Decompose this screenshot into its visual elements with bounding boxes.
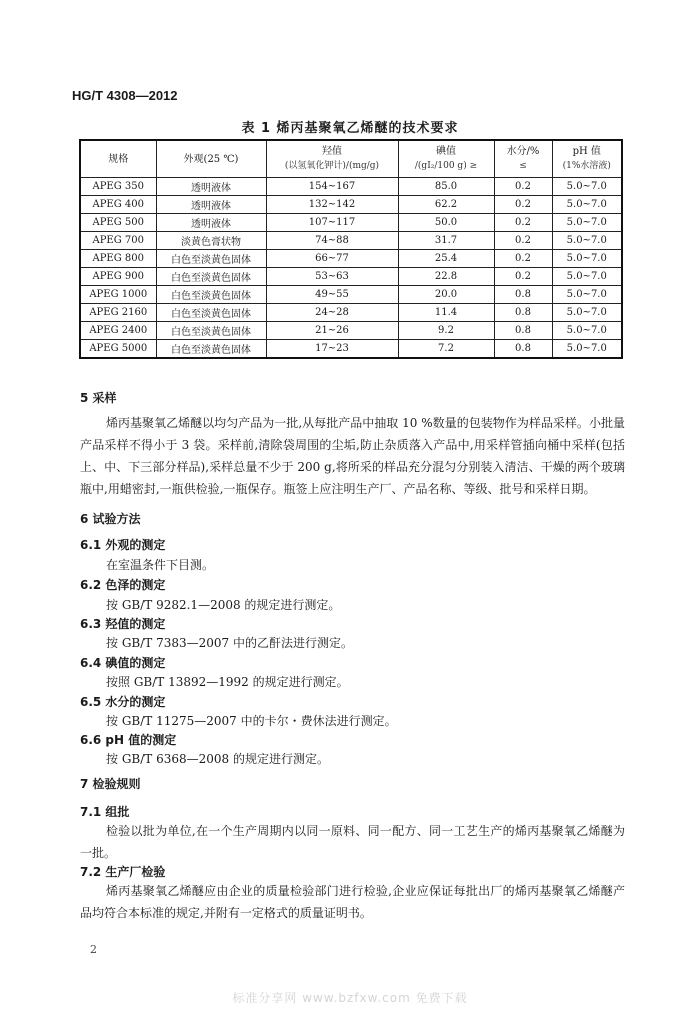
cell-spec: APEG 1000 — [80, 286, 156, 304]
watermark: 标准分享网 www.bzfxw.com 免费下载 — [232, 991, 468, 1005]
section-7-1-heading: 7.1 组批 — [80, 805, 130, 819]
cell-water: 0.8 — [494, 322, 552, 340]
cell-iodine: 11.4 — [398, 304, 494, 322]
section-6-6-heading: 6.6 pH 值的测定 — [80, 733, 177, 747]
cell-appearance: 透明液体 — [156, 214, 266, 232]
cell-appearance: 透明液体 — [156, 178, 266, 196]
cell-ph: 5.0~7.0 — [552, 232, 622, 250]
section-6-1-body: 在室温条件下目测。 — [106, 558, 215, 572]
cell-appearance: 白色至淡黄色固体 — [156, 268, 266, 286]
cell-water: 0.2 — [494, 268, 552, 286]
cell-iodine: 50.0 — [398, 214, 494, 232]
cell-ph: 5.0~7.0 — [552, 250, 622, 268]
header-hydroxyl-title: 羟值 — [322, 146, 342, 157]
cell-ph: 5.0~7.0 — [552, 322, 622, 340]
cell-appearance: 透明液体 — [156, 196, 266, 214]
section-6-3-body: 按 GB/T 7383—2007 中的乙酐法进行测定。 — [106, 636, 353, 650]
cell-hydroxyl: 17~23 — [266, 340, 398, 359]
section-6-1-heading: 6.1 外观的测定 — [80, 538, 166, 552]
table-row — [80, 268, 622, 286]
section-5-body: 烯丙基聚氧乙烯醚以均匀产品为一批,从每批产品中抽取 10 %数量的包装物作为样品采样。小批量产品采样不得小于 3 袋。采样前,清除袋周围的尘垢,防止杂质落入产品中,用采样管插向桶中采样(包括上、中、下三部分样品),采样总量不少于 200 g,将所采的样品充分混匀分别装入清洁、干燥的两个玻璃瓶中,用蜡密封,一瓶供检验,一瓶保存。瓶签上应注明生产厂、产品名称、等级、批号和采样日期。 — [80, 416, 625, 496]
cell-water: 0.2 — [494, 250, 552, 268]
cell-spec: APEG 5000 — [80, 340, 156, 359]
section-7-heading: 7 检验规则 — [80, 777, 141, 791]
header-iodine-unit: /(gI₂/100 g) ≥ — [414, 161, 478, 171]
header-ph-title: pH 值 — [572, 146, 601, 157]
cell-hydroxyl: 49~55 — [266, 286, 398, 304]
cell-water: 0.8 — [494, 286, 552, 304]
section-5-heading: 5 采样 — [80, 391, 117, 405]
section-6-4-heading: 6.4 碘值的测定 — [80, 656, 166, 670]
cell-water: 0.2 — [494, 178, 552, 196]
section-7-1-body: 检验以批为单位,在一个生产周期内以同一原料、同一配方、同一工艺生产的烯丙基聚氧乙烯醚为一批。 — [80, 824, 625, 860]
cell-iodine: 22.8 — [398, 268, 494, 286]
cell-spec: APEG 400 — [80, 196, 156, 214]
cell-water: 0.2 — [494, 232, 552, 250]
cell-spec: APEG 500 — [80, 214, 156, 232]
cell-ph: 5.0~7.0 — [552, 196, 622, 214]
standard-code: HG/T 4308—2012 — [72, 88, 178, 103]
header-water — [494, 140, 552, 178]
section-6-5-body: 按 GB/T 11275—2007 中的卡尔・费休法进行测定。 — [106, 714, 397, 728]
cell-hydroxyl: 24~28 — [266, 304, 398, 322]
table-title: 表 1 烯丙基聚氧乙烯醚的技术要求 — [241, 121, 459, 136]
cell-hydroxyl: 21~26 — [266, 322, 398, 340]
cell-water: 0.8 — [494, 340, 552, 359]
cell-ph: 5.0~7.0 — [552, 214, 622, 232]
cell-water: 0.2 — [494, 214, 552, 232]
header-ph — [552, 140, 622, 178]
header-water-limit: ≤ — [519, 161, 527, 171]
cell-spec: APEG 350 — [80, 178, 156, 196]
header-spec: 规格 — [80, 140, 156, 178]
cell-ph: 5.0~7.0 — [552, 286, 622, 304]
header-hydroxyl-unit: (以氢氧化钾计)/(mg/g) — [284, 161, 380, 171]
cell-appearance: 淡黄色膏状物 — [156, 232, 266, 250]
cell-spec: APEG 2400 — [80, 322, 156, 340]
header-water-title: 水分/% — [506, 146, 540, 157]
table-row — [80, 250, 622, 268]
table-row — [80, 232, 622, 250]
cell-iodine: 62.2 — [398, 196, 494, 214]
page-number: 2 — [90, 943, 97, 956]
cell-hydroxyl: 53~63 — [266, 268, 398, 286]
cell-hydroxyl: 154~167 — [266, 178, 398, 196]
cell-hydroxyl: 74~88 — [266, 232, 398, 250]
cell-iodine: 7.2 — [398, 340, 494, 359]
cell-appearance: 白色至淡黄色固体 — [156, 340, 266, 359]
header-ph-note: (1%水溶液) — [562, 161, 611, 171]
table-row — [80, 304, 622, 322]
cell-iodine: 9.2 — [398, 322, 494, 340]
cell-water: 0.2 — [494, 196, 552, 214]
section-7-2-heading: 7.2 生产厂检验 — [80, 865, 166, 879]
section-6-3-heading: 6.3 羟值的测定 — [80, 617, 166, 631]
cell-appearance: 白色至淡黄色固体 — [156, 286, 266, 304]
header-hydroxyl — [266, 140, 398, 178]
table-row — [80, 286, 622, 304]
table-row — [80, 340, 622, 359]
cell-hydroxyl: 107~117 — [266, 214, 398, 232]
table-row — [80, 214, 622, 232]
cell-ph: 5.0~7.0 — [552, 268, 622, 286]
cell-spec: APEG 900 — [80, 268, 156, 286]
cell-iodine: 20.0 — [398, 286, 494, 304]
cell-hydroxyl: 132~142 — [266, 196, 398, 214]
cell-ph: 5.0~7.0 — [552, 304, 622, 322]
cell-appearance: 白色至淡黄色固体 — [156, 322, 266, 340]
cell-iodine: 85.0 — [398, 178, 494, 196]
section-6-heading: 6 试验方法 — [80, 512, 141, 526]
table-row — [80, 196, 622, 214]
cell-appearance: 白色至淡黄色固体 — [156, 250, 266, 268]
cell-ph: 5.0~7.0 — [552, 340, 622, 359]
section-6-2-body: 按 GB/T 9282.1—2008 的规定进行测定。 — [106, 598, 341, 612]
section-6-5-heading: 6.5 水分的测定 — [80, 695, 166, 709]
table-row — [80, 322, 622, 340]
header-appearance: 外观(25 ℃) — [156, 140, 266, 178]
cell-spec: APEG 800 — [80, 250, 156, 268]
cell-water: 0.8 — [494, 304, 552, 322]
cell-appearance: 白色至淡黄色固体 — [156, 304, 266, 322]
section-6-4-body: 按照 GB/T 13892—1992 的规定进行测定。 — [106, 675, 349, 689]
spec-table — [79, 139, 623, 359]
cell-iodine: 31.7 — [398, 232, 494, 250]
cell-hydroxyl: 66~77 — [266, 250, 398, 268]
table-header-row — [80, 140, 622, 178]
cell-ph: 5.0~7.0 — [552, 178, 622, 196]
table-row — [80, 178, 622, 196]
section-6-2-heading: 6.2 色泽的测定 — [80, 578, 166, 592]
section-7-2-body: 烯丙基聚氧乙烯醚应由企业的质量检验部门进行检验,企业应保证每批出厂的烯丙基聚氧乙烯醚产品均符合本标准的规定,并附有一定格式的质量证明书。 — [80, 884, 625, 920]
header-iodine — [398, 140, 494, 178]
header-iodine-title: 碘值 — [436, 146, 456, 157]
cell-spec: APEG 2160 — [80, 304, 156, 322]
section-6-6-body: 按 GB/T 6368—2008 的规定进行测定。 — [106, 752, 329, 766]
cell-spec: APEG 700 — [80, 232, 156, 250]
cell-iodine: 25.4 — [398, 250, 494, 268]
